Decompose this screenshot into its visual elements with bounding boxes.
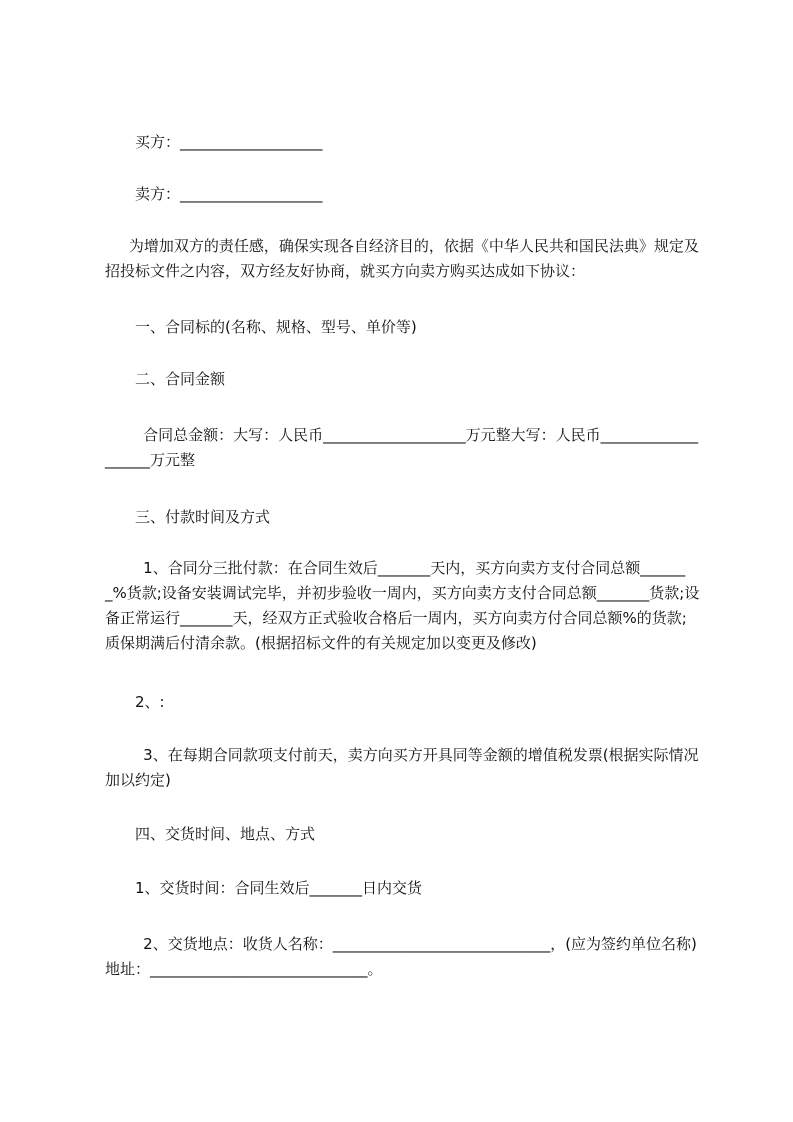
- contract-amount-paragraph: 合同总金额：大写：人民币___________________万元整大写：人民币___________________万元整: [105, 426, 699, 469]
- section-4-title: 四、交货时间、地点、方式: [135, 825, 316, 843]
- payment-item-2: 2、:: [135, 693, 165, 711]
- section-3-title: 三、付款时间及方式: [135, 508, 271, 526]
- section-2-title: 二、合同金额: [135, 370, 226, 388]
- intro-paragraph: 为增加双方的责任感，确保实现各自经济目的，依据《中华人民共和国民法典》规定及招投标文件之内容，双方经友好协商，就买方向卖方购买达成如下协议：: [105, 237, 699, 280]
- seller-line: 卖方：___________________: [135, 185, 323, 203]
- payment-item-1: 1、合同分三批付款：在合同生效后_______天内，买方向卖方支付合同总额_______%货款;设备安装调试完毕，并初步验收一周内，买方向卖方支付合同总额_______货款;设备正常运行_______天，经双方正式验收合格后一周内，买方向卖方付合同总额%的货款;质保期满后付清余款。(根据招标文件的有关规定加以变更及修改): [105, 559, 700, 652]
- delivery-item-2: 2、交货地点：收货人名称：_____________________________，(应为签约单位名称)地址：_____________________________。: [105, 935, 697, 978]
- payment-item-3: 3、在每期合同款项支付前天，卖方向买方开具同等金额的增值税发票(根据实际情况加以约定): [105, 746, 699, 789]
- section-1-title: 一、合同标的(名称、规格、型号、单价等): [135, 318, 417, 336]
- buyer-line: 买方：___________________: [135, 133, 323, 151]
- delivery-item-1: 1、交货时间：合同生效后_______日内交货: [135, 879, 423, 897]
